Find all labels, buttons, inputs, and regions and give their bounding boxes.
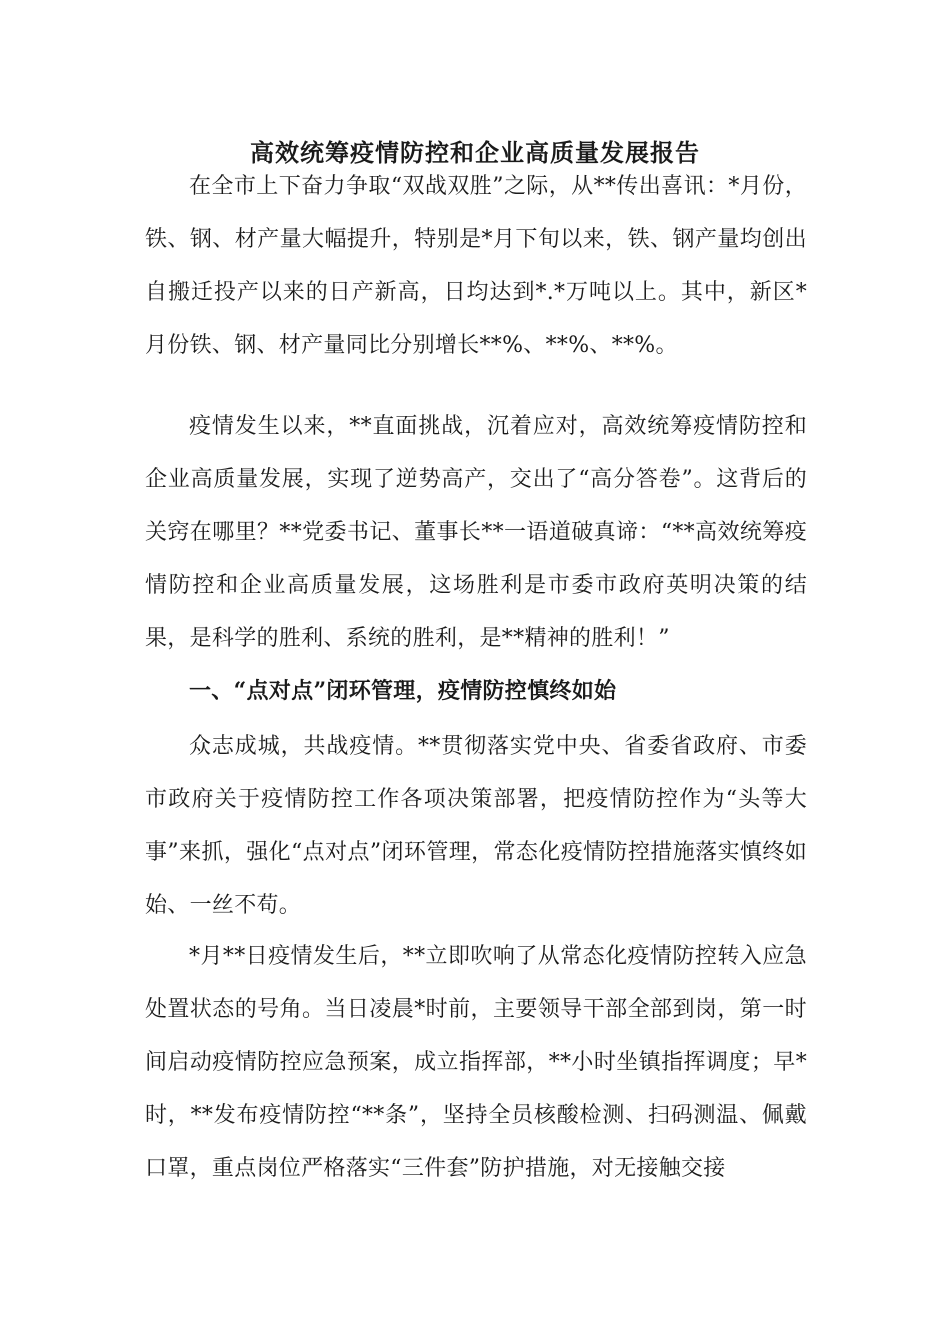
section-heading-1: 一、“点对点”闭环管理，疫情防控慎终如始 [189,678,617,704]
document-title: 高效统筹疫情防控和企业高质量发展报告 [250,138,700,167]
paragraph-section-1-intro: 众志成城，共战疫情。**贯彻落实党中央、省委省政府、市委市政府关于疫情防控工作各项决策部署，把疫情防控作为“头等大事”来抓，强化“点对点”闭环管理，常态化疫情防控措施落实慎终如始、一丝不苟。 [145,734,807,918]
paragraph-intro: 在全市上下奋力争取“双战双胜”之际，从**传出喜讯：*月份，铁、钢、材产量大幅提升，特别是*月下旬以来，铁、钢产量均创出自搬迁投产以来的日产新高，日均达到*.*万吨以上。其中，新区*月份铁、钢、材产量同比分别增长**%、**%、**%。 [145,174,807,358]
paragraph-section-1-detail: *月**日疫情发生后，**立即吹响了从常态化疫情防控转入应急处置状态的号角。当日凌晨*时前，主要领导干部全部到岗，第一时间启动疫情防控应急预案，成立指挥部，**小时坐镇指挥调度；早*时，**发布疫情防控“**条”，坚持全员核酸检测、扫码测温、佩戴口罩，重点岗位严格落实“三件套”防护措施，对无接触交接 [145,944,807,1181]
paragraph-background: 疫情发生以来，**直面挑战，沉着应对，高效统筹疫情防控和企业高质量发展，实现了逆势高产，交出了“高分答卷”。这背后的关窍在哪里？**党委书记、董事长**一语道破真谛：“**高效统筹疫情防控和企业高质量发展，这场胜利是市委市政府英明决策的结果，是科学的胜利、系统的胜利，是**精神的胜利！” [145,414,807,651]
